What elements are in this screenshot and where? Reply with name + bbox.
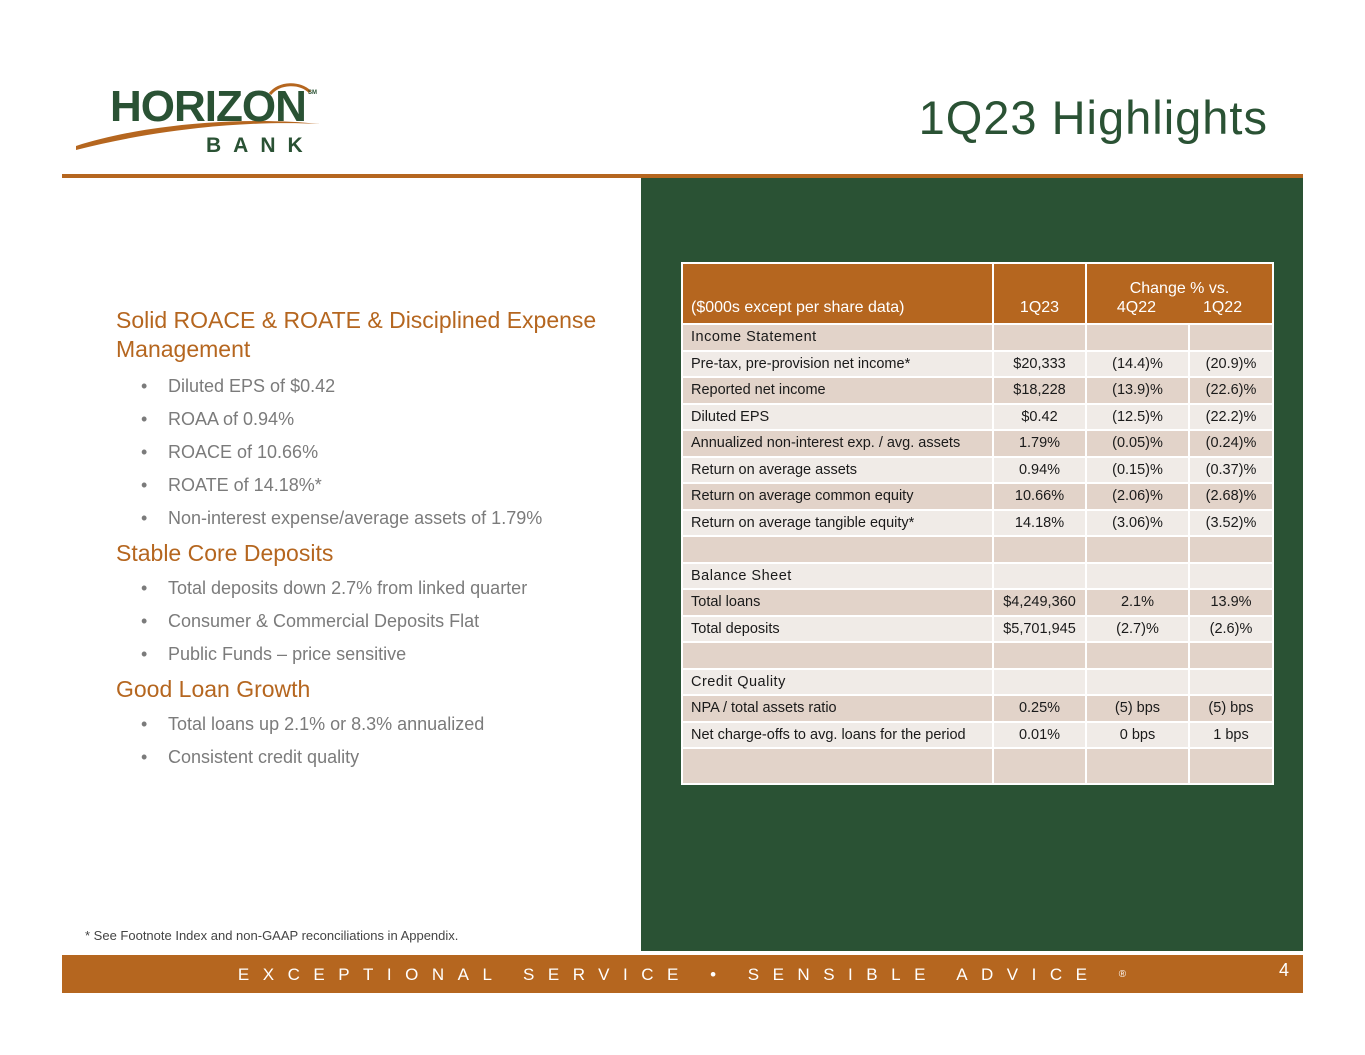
table-row bbox=[682, 589, 1273, 616]
row-value: $20,333 bbox=[993, 351, 1086, 378]
table-row bbox=[682, 351, 1273, 378]
header-1q23: 1Q23 bbox=[993, 263, 1086, 324]
row-label: NPA / total assets ratio bbox=[682, 695, 993, 722]
list-item: • Non-interest expense/average assets of 1.79% bbox=[116, 502, 616, 535]
row-label: Pre-tax, pre-provision net income* bbox=[682, 351, 993, 378]
row-label: Credit Quality bbox=[682, 669, 993, 696]
bullet-list bbox=[116, 572, 616, 671]
row-value: (3.06)% bbox=[1086, 510, 1189, 537]
row-value: (5) bps bbox=[1189, 695, 1273, 722]
table-row bbox=[682, 324, 1273, 351]
table-row bbox=[682, 669, 1273, 696]
row-value bbox=[1086, 642, 1189, 669]
table-row bbox=[682, 430, 1273, 457]
row-value bbox=[993, 748, 1086, 784]
header-change bbox=[1086, 263, 1273, 324]
row-value bbox=[993, 642, 1086, 669]
row-value: (22.6)% bbox=[1189, 377, 1273, 404]
row-value: 2.1% bbox=[1086, 589, 1189, 616]
section-roace-roate bbox=[116, 306, 616, 535]
row-value bbox=[993, 563, 1086, 590]
row-value: 13.9% bbox=[1189, 589, 1273, 616]
row-value bbox=[1189, 669, 1273, 696]
row-value: 0.94% bbox=[993, 457, 1086, 484]
table-row bbox=[682, 722, 1273, 749]
header-change-label: Change % vs. bbox=[1129, 280, 1230, 297]
row-value bbox=[993, 669, 1086, 696]
table-row bbox=[682, 483, 1273, 510]
table-row bbox=[682, 457, 1273, 484]
row-value bbox=[1189, 536, 1273, 563]
row-value: $18,228 bbox=[993, 377, 1086, 404]
logo-service-mark: SM bbox=[308, 90, 317, 96]
row-value: 0.25% bbox=[993, 695, 1086, 722]
footnote: * See Footnote Index and non-GAAP reconciliations in Appendix. bbox=[85, 928, 459, 943]
row-value bbox=[1189, 324, 1273, 351]
row-value: (13.9)% bbox=[1086, 377, 1189, 404]
table-row bbox=[682, 510, 1273, 537]
row-value: (12.5)% bbox=[1086, 404, 1189, 431]
footer-bar bbox=[62, 955, 1303, 993]
page-number: 4 bbox=[1278, 960, 1289, 980]
row-label: Return on average common equity bbox=[682, 483, 993, 510]
list-item: • Consistent credit quality bbox=[116, 741, 616, 774]
row-label: Reported net income bbox=[682, 377, 993, 404]
table-row bbox=[682, 642, 1273, 669]
row-label: Return on average assets bbox=[682, 457, 993, 484]
list-item: • ROATE of 14.18%* bbox=[116, 469, 616, 502]
table-header-row bbox=[682, 263, 1273, 324]
header-1q22: 1Q22 bbox=[1202, 299, 1243, 316]
list-item: • Total loans up 2.1% or 8.3% annualized bbox=[116, 708, 616, 741]
row-value: (2.7)% bbox=[1086, 616, 1189, 643]
row-label: Annualized non-interest exp. / avg. assets bbox=[682, 430, 993, 457]
row-label: Total deposits bbox=[682, 616, 993, 643]
row-value: (0.24)% bbox=[1189, 430, 1273, 457]
section-heading: Solid ROACE & ROATE & Disciplined Expense Management bbox=[116, 307, 597, 362]
row-value bbox=[1086, 669, 1189, 696]
highlights-list bbox=[116, 306, 616, 774]
list-item: • Total deposits down 2.7% from linked quarter bbox=[116, 572, 616, 605]
row-value bbox=[1189, 748, 1273, 784]
bullet-list bbox=[116, 708, 616, 774]
section-heading: Stable Core Deposits bbox=[116, 540, 334, 566]
row-value: (2.6)% bbox=[1189, 616, 1273, 643]
table-row bbox=[682, 377, 1273, 404]
list-item: • ROAA of 0.94% bbox=[116, 403, 616, 436]
row-value bbox=[993, 324, 1086, 351]
row-value: (2.06)% bbox=[1086, 483, 1189, 510]
row-value: $0.42 bbox=[993, 404, 1086, 431]
row-value: (14.4)% bbox=[1086, 351, 1189, 378]
row-label bbox=[682, 536, 993, 563]
highlights-table bbox=[681, 262, 1274, 785]
row-value bbox=[1086, 536, 1189, 563]
section-core-deposits bbox=[116, 539, 616, 671]
row-value: $4,249,360 bbox=[993, 589, 1086, 616]
bullet-list bbox=[116, 370, 616, 535]
list-item: • Diluted EPS of $0.42 bbox=[116, 370, 616, 403]
row-label: Return on average tangible equity* bbox=[682, 510, 993, 537]
row-value bbox=[1086, 563, 1189, 590]
list-item: • Consumer & Commercial Deposits Flat bbox=[116, 605, 616, 638]
row-value: (20.9)% bbox=[1189, 351, 1273, 378]
row-value: 1 bps bbox=[1189, 722, 1273, 749]
row-value: (0.37)% bbox=[1189, 457, 1273, 484]
row-label: Balance Sheet bbox=[682, 563, 993, 590]
header-4q22: 4Q22 bbox=[1116, 299, 1157, 316]
row-value: (5) bps bbox=[1086, 695, 1189, 722]
table-row bbox=[682, 695, 1273, 722]
row-value: 14.18% bbox=[993, 510, 1086, 537]
row-value bbox=[1189, 563, 1273, 590]
row-value: (2.68)% bbox=[1189, 483, 1273, 510]
row-value: (0.15)% bbox=[1086, 457, 1189, 484]
logo-subword: BANK bbox=[206, 134, 315, 157]
registered-mark: ® bbox=[1118, 969, 1127, 980]
table-row bbox=[682, 748, 1273, 784]
list-item: • Public Funds – price sensitive bbox=[116, 638, 616, 671]
table-row bbox=[682, 536, 1273, 563]
row-value: (3.52)% bbox=[1189, 510, 1273, 537]
tagline-text: EXCEPTIONAL SERVICE • SENSIBLE ADVICE bbox=[237, 965, 1101, 984]
table-row bbox=[682, 404, 1273, 431]
table-row bbox=[682, 563, 1273, 590]
row-label bbox=[682, 642, 993, 669]
row-value: (22.2)% bbox=[1189, 404, 1273, 431]
section-loan-growth bbox=[116, 675, 616, 774]
row-label: Total loans bbox=[682, 589, 993, 616]
row-value bbox=[993, 536, 1086, 563]
list-item: • ROACE of 10.66% bbox=[116, 436, 616, 469]
table-row bbox=[682, 616, 1273, 643]
footer-tagline bbox=[62, 965, 1232, 985]
row-value bbox=[1086, 748, 1189, 784]
logo-wordmark: HORIZON bbox=[110, 82, 306, 131]
row-value: 0 bps bbox=[1086, 722, 1189, 749]
section-heading: Good Loan Growth bbox=[116, 676, 311, 702]
row-value bbox=[1189, 642, 1273, 669]
row-label: Income Statement bbox=[682, 324, 993, 351]
row-label: Net charge-offs to avg. loans for the period bbox=[682, 722, 993, 749]
row-value: 1.79% bbox=[993, 430, 1086, 457]
row-value: 0.01% bbox=[993, 722, 1086, 749]
horizon-bank-logo bbox=[74, 80, 324, 162]
row-label bbox=[682, 748, 993, 784]
page-title: 1Q23 Highlights bbox=[918, 91, 1268, 144]
row-value: $5,701,945 bbox=[993, 616, 1086, 643]
header-change-columns bbox=[1093, 298, 1266, 317]
row-value: (0.05)% bbox=[1086, 430, 1189, 457]
header-label: ($000s except per share data) bbox=[682, 263, 993, 324]
row-value: 10.66% bbox=[993, 483, 1086, 510]
row-value bbox=[1086, 324, 1189, 351]
row-label: Diluted EPS bbox=[682, 404, 993, 431]
